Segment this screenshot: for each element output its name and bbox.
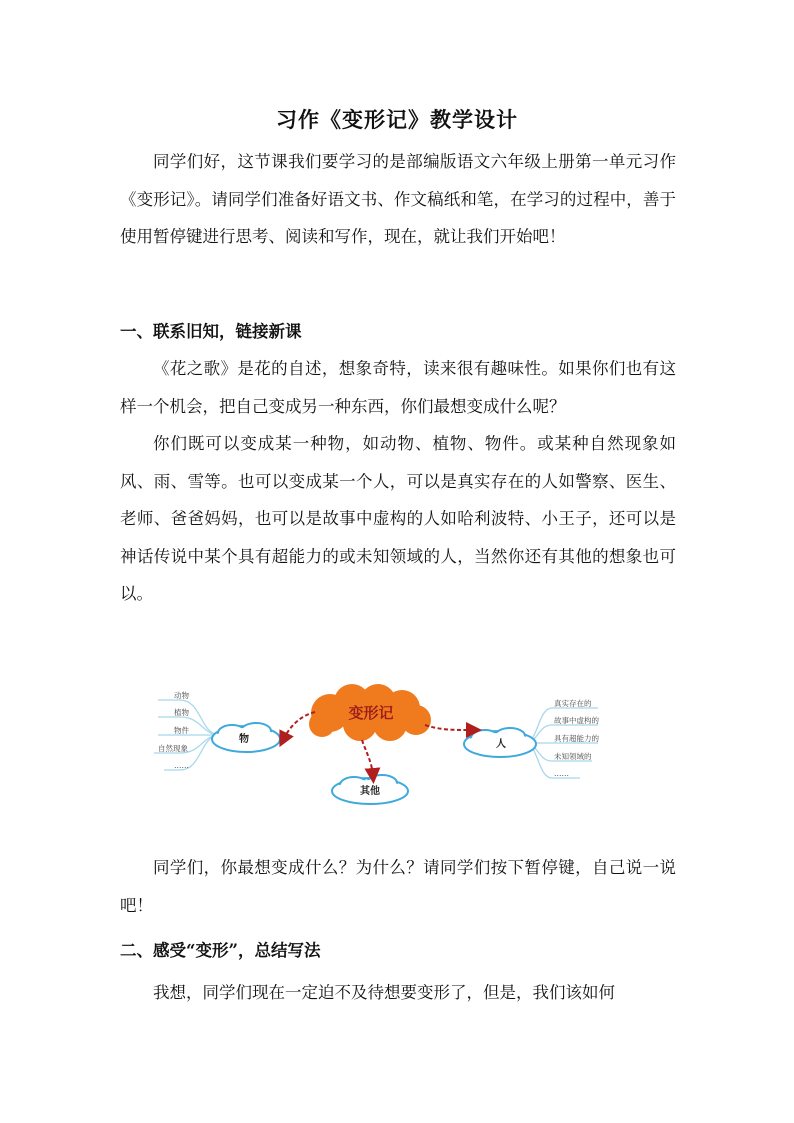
left-item-label: 动物 bbox=[174, 691, 189, 700]
section1-heading: 一、联系旧知，链接新课 bbox=[120, 322, 302, 341]
right-item-label: 具有超能力的 bbox=[554, 734, 599, 743]
section1-paragraph-1: 《花之歌》是花的自述，想象奇特，读来很有趣味性。如果你们也有这样一个机会，把自己变成另一种东西，你们最想变成什么呢？ bbox=[120, 359, 676, 416]
left-item-label: 自然现象 bbox=[158, 744, 188, 753]
arrow-to-bottom-node bbox=[362, 740, 373, 776]
section1-paragraph-3: 同学们，你最想变成什么？为什么？请同学们按下暂停键，自己说一说吧！ bbox=[120, 858, 676, 915]
center-label: 变形记 bbox=[348, 704, 394, 722]
mindmap-diagram bbox=[140, 678, 610, 813]
section1-paragraph-2: 你们既可以变成某一种物，如动物、植物、物件。或某种自然现象如风、雨、雪等。也可以变成某一个人，可以是真实存在的人如警察、医生、老师、爸爸妈妈，也可以是故事中虚构的人如哈利波特、小王子，还可以是神话传说中某个具有超能力的或未知领域的人，当然你还有其他的想象也可以。 bbox=[120, 434, 676, 603]
section2-paragraph-1: 我想，同学们现在一定迫不及待想要变形了，但是，我们该如何 bbox=[153, 983, 615, 1002]
right-item-label: 未知领域的 bbox=[554, 752, 592, 761]
right-item-labels bbox=[554, 698, 599, 778]
right-item-label: …… bbox=[554, 769, 569, 778]
left-item-label: 物件 bbox=[174, 726, 189, 735]
center-cloud bbox=[309, 684, 431, 741]
arrow-to-right-node bbox=[425, 725, 474, 730]
left-node-label: 物 bbox=[239, 734, 249, 745]
intro-paragraph: 同学们好，这节课我们要学习的是部编版语文六年级上册第一单元习作《变形记》。请同学们准备好语文书、作文稿纸和笔，在学习的过程中，善于使用暂停键进行思考、阅读和写作，现在，就让我们开始吧！ bbox=[120, 152, 676, 246]
section2-heading: 二、感受“变形”，总结写法 bbox=[120, 941, 321, 960]
left-item-labels bbox=[158, 690, 189, 770]
left-item-label: 植物 bbox=[174, 708, 189, 717]
left-item-label: …… bbox=[174, 761, 189, 770]
bottom-node-label: 其他 bbox=[360, 786, 380, 797]
right-item-label: 真实存在的 bbox=[554, 699, 592, 708]
right-item-label: 故事中虚构的 bbox=[554, 716, 599, 725]
right-node-label: 人 bbox=[496, 739, 506, 750]
document-title: 习作《变形记》教学设计 bbox=[276, 107, 518, 132]
